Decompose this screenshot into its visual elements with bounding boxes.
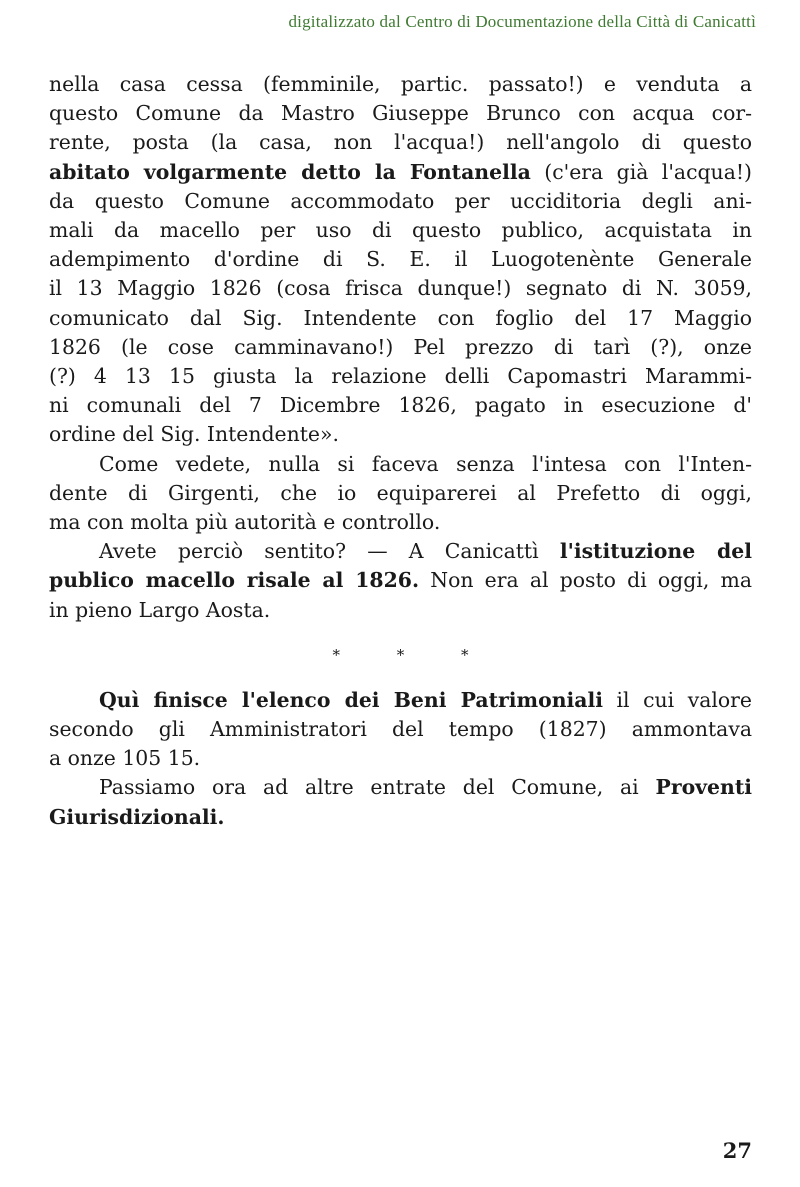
bold-phrase: abitato volgarmente detto la Fontanella	[49, 159, 531, 184]
paragraph-5	[49, 773, 752, 831]
text-run: il cui valore	[602, 687, 752, 712]
text-line: adempimento d'ordine di S. E. il Luogotenènte Generale	[49, 247, 752, 272]
text-line: rente, posta (la casa, non l'acqua!) nell'angolo di questo	[49, 130, 752, 155]
text-line: comunicato dal Sig. Intendente con foglio del 17 Maggio	[49, 305, 752, 330]
text-line: mali da macello per uso di questo publico, acquistata in	[49, 218, 752, 243]
text-line	[49, 158, 752, 187]
text-line: da questo Comune accommodato per ucciditoria degli ani-	[49, 188, 752, 213]
text-line: 1826 (le cose camminavano!) Pel prezzo di tarì (?), onze	[49, 334, 752, 359]
bold-phrase: l'istituzione del	[559, 539, 752, 564]
text-line	[49, 803, 752, 832]
text-line: a onze 105 15.	[49, 746, 201, 771]
text-line	[49, 537, 752, 566]
text-line: ni comunali del 7 Dicembre 1826, pagato in esecuzione d'	[49, 393, 752, 418]
paragraph-2	[49, 450, 752, 538]
text-line: ordine del Sig. Intendente».	[49, 422, 339, 447]
text-line: (?) 4 13 15 giusta la relazione delli Capomastri Marammi-	[49, 364, 752, 389]
text-line: Come vedete, nulla si faceva senza l'intesa con l'Inten-	[99, 451, 752, 476]
text-line: ma con molta più autorità e controllo.	[49, 510, 441, 535]
page-number: 27	[722, 1138, 752, 1163]
text-line	[49, 773, 752, 802]
text-run: Passiamo ora ad altre entrate del Comune, ai	[99, 775, 656, 800]
digitization-watermark: digitalizzato dal Centro di Documentazione della Città di Canicattì	[288, 12, 756, 31]
text-line	[49, 566, 752, 595]
text-run: Non era al posto di oggi, ma	[419, 568, 752, 593]
text-line: questo Comune da Mastro Giuseppe Brunco con acqua cor-	[49, 101, 752, 126]
text-line: in pieno Largo Aosta.	[49, 597, 271, 622]
bold-phrase: publico macello risale al 1826.	[49, 568, 420, 593]
text-line	[49, 686, 752, 715]
text-line: dente di Girgenti, che io equiparerei al Prefetto di oggi,	[49, 480, 752, 505]
paragraph-3	[49, 537, 752, 625]
page-text	[49, 70, 752, 832]
paragraph-1	[49, 70, 752, 450]
text-line: il 13 Maggio 1826 (cosa frisca dunque!) segnato di N. 3059,	[49, 276, 752, 301]
section-separator: * * *	[332, 645, 495, 664]
text-run: (c'era già l'acqua!)	[530, 159, 753, 184]
bold-phrase: Proventi	[655, 775, 752, 800]
bold-phrase: Giurisdizionali.	[49, 804, 225, 829]
paragraph-4	[49, 686, 752, 774]
bold-phrase: Quì finisce l'elenco dei Beni Patrimoniali	[99, 687, 603, 712]
text-line: secondo gli Amministratori del tempo (1827) ammontava	[49, 717, 752, 742]
text-line: nella casa cessa (femminile, partic. passato!) e venduta a	[49, 72, 752, 96]
text-run: Avete perciò sentito? — A Canicattì	[99, 539, 560, 564]
